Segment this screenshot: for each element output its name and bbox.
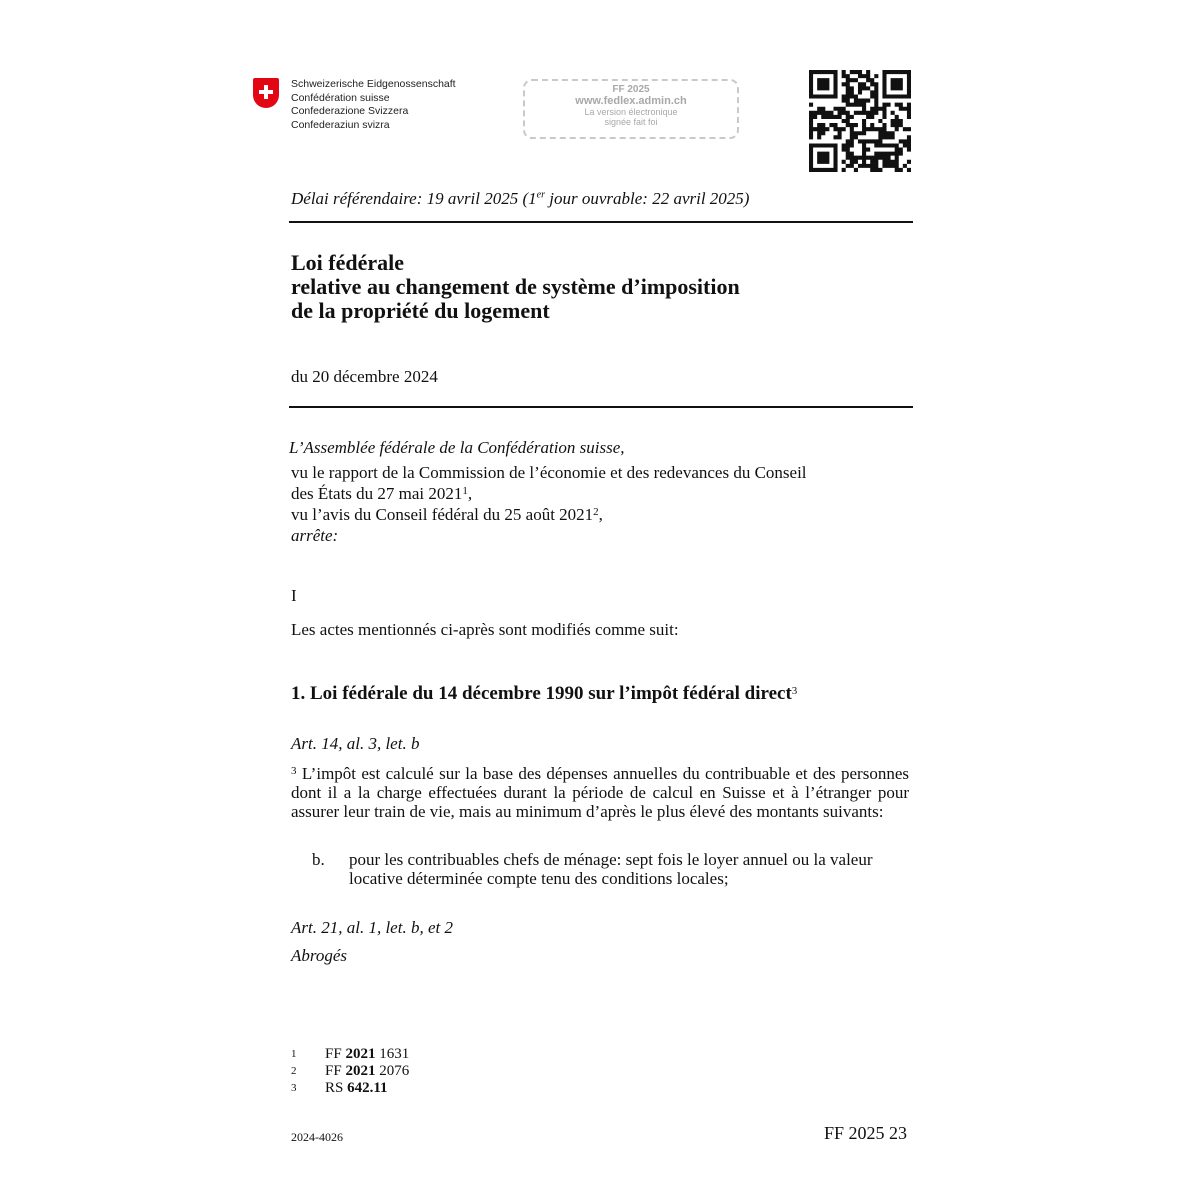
vu-avis-text: vu l’avis du Conseil fédéral du 25 août 2021 — [291, 505, 594, 524]
footnote-number: 3 — [291, 1082, 297, 1094]
footnote-3 — [291, 1080, 388, 1097]
confederation-name-de: Schweizerische Eidgenossenschaft — [291, 78, 456, 90]
stamp-line-2: www.fedlex.admin.ch — [575, 95, 687, 107]
act-heading-text: 1. Loi fédérale du 14 décembre 1990 sur l’impôt fédéral direct — [291, 683, 792, 704]
paragraph-number: 3 — [291, 765, 297, 777]
referendum-suffix: jour ouvrable: 22 avril 2025) — [545, 189, 750, 208]
section-intro: Les actes mentionnés ci-après sont modifiés comme suit: — [291, 620, 679, 639]
stamp-line-1: FF 2025 — [612, 84, 650, 95]
title-divider — [289, 406, 913, 408]
confederation-name-it: Confederazione Svizzera — [291, 105, 409, 118]
paragraph-text: L’impôt est calculé sur la base des dépenses annuelles du contribuable et des personnes dont il a la charge effectuées durant la période de calcul en Suisse et à l’étranger pour assurer leur train de vie, mais au minimum d’après le plus élevé des montants suivants: — [291, 764, 909, 821]
vu-rapport-line-1: vu le rapport de la Commission de l’économie et des redevances du Conseil — [291, 463, 807, 482]
signature-stamp — [523, 79, 739, 139]
document-number: 2024-4026 — [291, 1130, 343, 1144]
letter-text: pour les contribuables chefs de ménage: sept fois le loyer annuel ou la valeur locative déterminée compte tenu des conditions locales; — [349, 850, 873, 888]
swiss-coat-of-arms-icon — [253, 78, 279, 108]
law-date: du 20 décembre 2024 — [291, 367, 438, 386]
confederation-names — [291, 78, 456, 132]
vu-avis-line — [291, 503, 891, 524]
vu-avis-end: , — [598, 505, 603, 524]
assembly-line: L’Assemblée fédérale de la Confédération suisse, — [289, 438, 625, 457]
vu-rapport-end: , — [467, 484, 473, 503]
top-divider — [289, 221, 913, 223]
vu-rapport-text: des États du 27 mai 2021 — [291, 484, 463, 503]
footnote-year: 2021 — [345, 1063, 376, 1079]
footnote-ref-2[interactable]: 2 — [593, 506, 599, 518]
article-21-status: Abrogés — [291, 946, 348, 965]
footnote-page: 2076 — [375, 1063, 410, 1079]
footnote-2 — [291, 1063, 409, 1080]
footnote-1 — [291, 1046, 409, 1063]
article-14-ref: Art. 14, al. 3, let. b — [291, 734, 420, 753]
law-title-line-1: Loi fédérale — [291, 250, 405, 275]
footnote-ref-3[interactable]: 3 — [791, 685, 798, 697]
footnote-text: FF — [325, 1063, 346, 1079]
act-heading — [291, 683, 797, 705]
confederation-name-rm: Confederaziun svizra — [291, 118, 390, 131]
qr-modules — [809, 70, 911, 172]
qr-code-icon — [809, 70, 911, 172]
footnote-number: 2 — [291, 1065, 297, 1077]
footnote-page: 1631 — [375, 1046, 410, 1062]
referendum-sup: er — [536, 189, 546, 201]
footnote-rs-number: 642.11 — [347, 1080, 388, 1096]
law-title — [291, 251, 740, 323]
arrete-line: arrête: — [291, 526, 339, 545]
stamp-line-3: La version électronique — [584, 107, 678, 117]
section-number: I — [291, 586, 297, 605]
preamble — [291, 438, 891, 545]
stamp-line-4: signée fait foi — [604, 117, 658, 127]
page-reference: FF 2025 23 — [824, 1123, 908, 1143]
letter-marker: b. — [312, 850, 325, 869]
footnote-ref-1[interactable]: 1 — [462, 485, 468, 497]
footnote-number: 1 — [291, 1048, 297, 1060]
article-14-paragraph — [291, 762, 909, 821]
footnote-year: 2021 — [345, 1046, 376, 1062]
cross-icon — [258, 84, 274, 100]
law-title-line-3: de la propriété du logement — [291, 298, 550, 323]
referendum-prefix: Délai référendaire: 19 avril 2025 (1 — [291, 189, 537, 208]
referendum-deadline — [291, 189, 749, 209]
vu-rapport-line-2 — [291, 482, 891, 503]
footnote-text: FF — [325, 1046, 346, 1062]
footnote-text: RS — [325, 1080, 348, 1096]
confederation-name-fr: Confédération suisse — [291, 91, 390, 104]
law-title-line-2: relative au changement de système d’imposition — [291, 274, 740, 299]
article-21-ref: Art. 21, al. 1, let. b, et 2 — [291, 918, 453, 937]
